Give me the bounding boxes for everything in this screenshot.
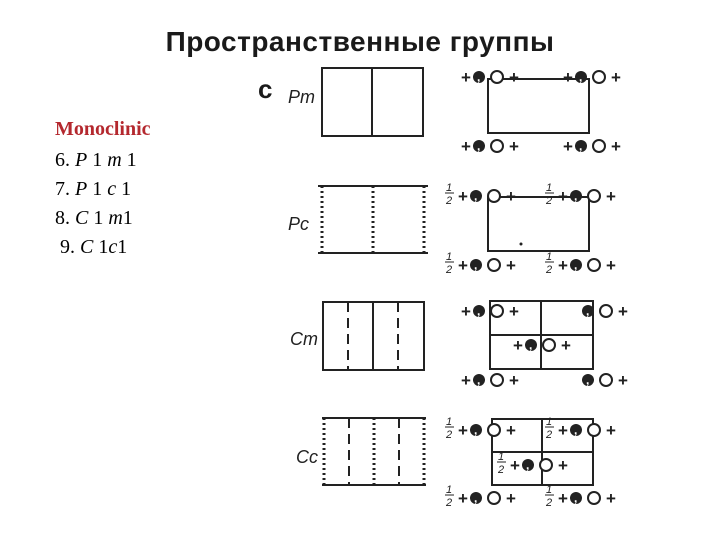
comma-mark: ,	[574, 189, 578, 203]
comma-mark: ,	[529, 338, 533, 352]
open-position-marker	[491, 305, 503, 317]
plus-sign: +	[558, 187, 568, 206]
comma-mark: ,	[574, 491, 578, 505]
comma-mark: ,	[474, 258, 478, 272]
plus-sign: +	[606, 489, 616, 508]
half-fraction: 1	[446, 416, 453, 428]
open-position-marker	[543, 339, 555, 351]
plus-sign: +	[510, 456, 520, 475]
plus-sign: +	[606, 256, 616, 275]
half-fraction: 1	[498, 451, 505, 463]
half-fraction: 2	[446, 264, 453, 276]
half-fraction: 2	[546, 429, 553, 441]
half-fraction: 2	[546, 195, 553, 207]
plus-sign: +	[461, 68, 471, 87]
half-fraction: 2	[546, 264, 553, 276]
panel-label: Pm	[288, 87, 315, 107]
slide-title: Пространственные группы	[165, 26, 555, 57]
comma-mark: ,	[574, 258, 578, 272]
half-fraction: 2	[446, 497, 453, 509]
comma-mark: ,	[526, 458, 530, 472]
plus-sign: +	[506, 421, 516, 440]
slide-title-line2: c	[258, 74, 273, 104]
half-fraction: 2	[446, 195, 453, 207]
plus-sign: +	[618, 302, 628, 321]
open-position-marker	[488, 424, 500, 436]
plus-sign: +	[611, 68, 621, 87]
comma-mark: ,	[574, 423, 578, 437]
plus-sign: +	[458, 187, 468, 206]
space-group-item: 8. C 1 m1	[55, 207, 133, 229]
plus-sign: +	[563, 137, 573, 156]
plus-sign: +	[506, 489, 516, 508]
crystal-system-heading: Monoclinic	[55, 118, 151, 140]
half-fraction: 1	[446, 251, 453, 263]
comma-mark: ,	[477, 373, 481, 387]
plus-sign: +	[458, 256, 468, 275]
comma-mark: ,	[474, 491, 478, 505]
plus-sign: +	[506, 256, 516, 275]
half-fraction: 1	[546, 251, 553, 263]
open-position-marker	[588, 492, 600, 504]
comma-mark: ,	[474, 423, 478, 437]
open-position-marker	[588, 424, 600, 436]
panel-pm	[288, 68, 589, 136]
plus-sign: +	[558, 256, 568, 275]
space-group-item: 7. P 1 c 1	[55, 178, 132, 200]
space-group-item: 6. P 1 m 1	[55, 149, 137, 171]
panel-pc	[288, 186, 589, 253]
comma-mark: ,	[474, 189, 478, 203]
plus-sign: +	[461, 371, 471, 390]
plus-sign: +	[558, 456, 568, 475]
open-position-marker	[588, 259, 600, 271]
comma-mark: ,	[586, 304, 590, 318]
open-position-marker	[491, 374, 503, 386]
panel-label: Cc	[296, 447, 318, 467]
half-fraction: 1	[546, 416, 553, 428]
open-position-marker	[488, 190, 500, 202]
plus-sign: +	[558, 421, 568, 440]
plus-sign: +	[513, 336, 523, 355]
half-fraction: 1	[446, 182, 453, 194]
open-position-marker	[540, 459, 552, 471]
open-position-marker	[488, 492, 500, 504]
comma-mark: ,	[579, 70, 583, 84]
open-position-marker	[593, 71, 605, 83]
plus-sign: +	[606, 421, 616, 440]
panel-label: Cm	[290, 329, 318, 349]
open-position-marker	[600, 305, 612, 317]
plus-sign: +	[461, 302, 471, 321]
plus-sign: +	[461, 137, 471, 156]
comma-mark: ,	[579, 139, 583, 153]
half-fraction: 2	[498, 464, 505, 476]
projection-cell	[488, 79, 589, 133]
plus-sign: +	[606, 187, 616, 206]
plus-sign: +	[558, 489, 568, 508]
space-group-item: 9. C 1c1	[55, 236, 128, 258]
plus-sign: +	[563, 68, 573, 87]
half-fraction: 2	[446, 429, 453, 441]
comma-mark: ,	[477, 304, 481, 318]
panel-label: Pc	[288, 214, 310, 234]
plus-sign: +	[561, 336, 571, 355]
panel-cm	[290, 301, 593, 370]
open-position-marker	[488, 259, 500, 271]
plus-sign: +	[509, 137, 519, 156]
comma-mark: ,	[477, 70, 481, 84]
plus-sign: +	[509, 68, 519, 87]
half-fraction: 1	[446, 484, 453, 496]
projection-cell	[488, 197, 589, 251]
half-fraction: 1	[546, 182, 553, 194]
plus-sign: +	[618, 371, 628, 390]
plus-sign: +	[509, 371, 519, 390]
open-position-marker	[593, 140, 605, 152]
plus-sign: +	[506, 187, 516, 206]
equivalent-positions	[445, 68, 628, 509]
open-position-marker	[491, 140, 503, 152]
open-position-marker	[600, 374, 612, 386]
plus-sign: +	[458, 421, 468, 440]
plus-sign: +	[611, 137, 621, 156]
open-position-marker	[588, 190, 600, 202]
plus-sign: +	[458, 489, 468, 508]
open-position-marker	[491, 71, 503, 83]
half-fraction: 1	[546, 484, 553, 496]
half-fraction: 2	[546, 497, 553, 509]
plus-sign: +	[509, 302, 519, 321]
comma-mark: ,	[586, 373, 590, 387]
comma-mark: ,	[477, 139, 481, 153]
